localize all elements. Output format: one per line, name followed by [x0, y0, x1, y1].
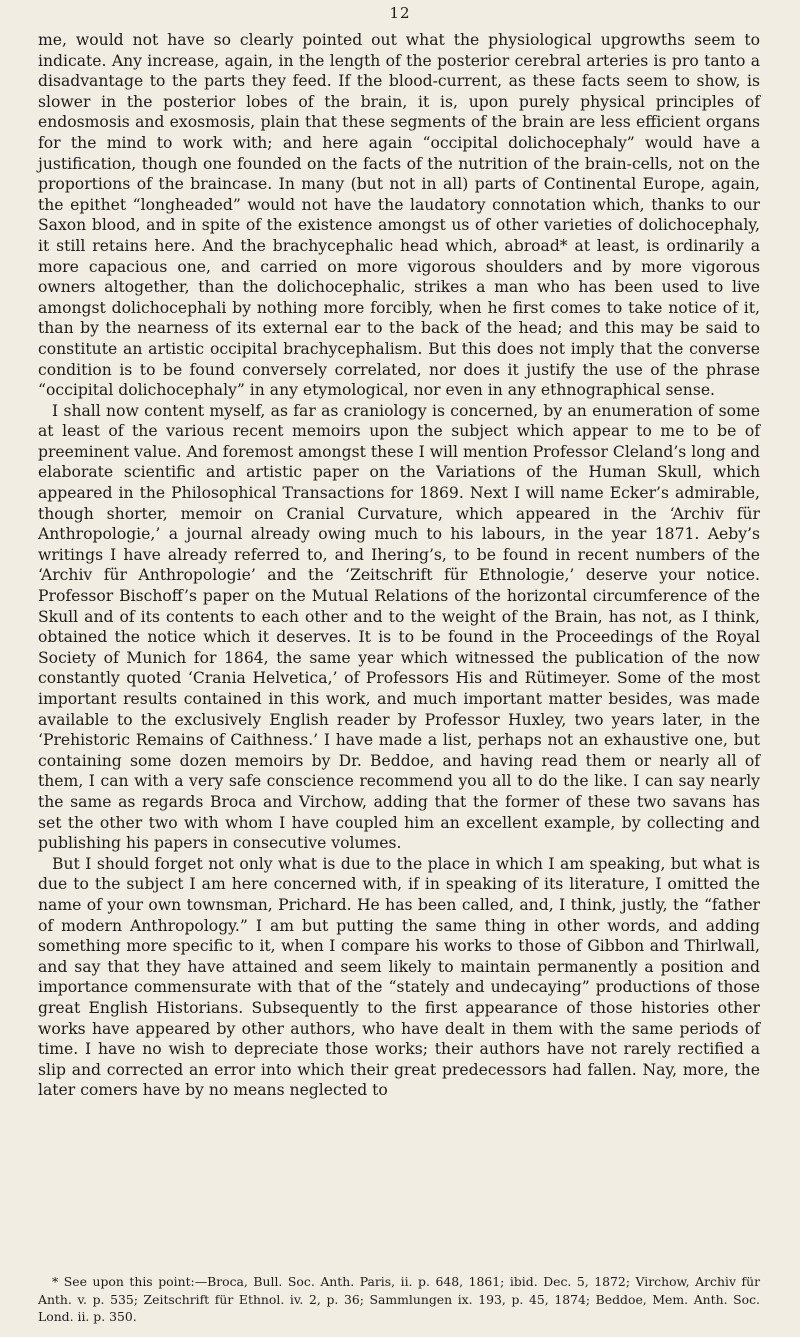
- body-text: [38, 30, 760, 1101]
- footnote: * See upon this point:—Broca, Bull. Soc. Anth. Paris, ii. p. 648, 1861; ibid. Dec. 5, 1872; Virchow, Archiv für Anth. v. p. 535; Zeitschrift für Ethnol. iv. 2, p. 36; Sammlungen ix. 193, p. 45, 1874; Beddoe, Mem. Anth. Soc. Lond. ii. p. 350.: [38, 1274, 760, 1324]
- footnotes: [38, 1273, 760, 1326]
- paragraph-craniology-memoirs: I shall now content myself, as far as craniology is concerned, by an enumeration of some at least of the various recent memoirs upon the subject which appear to me to be of preeminent value. And foremost amongst these I will mention Professor Cleland’s long and elaborate scientific and artistic paper on the Variations of the Human Skull, which appeared in the Philosophical Transactions for 1869. Next I will name Ecker’s admirable, though shorter, memoir on Cranial Curvature, which appeared in the ‘Archiv für Anthropologie,’ a journal already owing much to his labours, in the year 1871. Aeby’s writings I have already referred to, and Ihering’s, to be found in recent numbers of the ‘Archiv für Anthropologie’ and the ‘Zeitschrift für Ethnologie,’ deserve your notice. Professor Bischoff’s paper on the Mutual Relations of the horizontal circumference of the Skull and of its contents to each other and to the weight of the Brain, has not, as I think, obtained the notice which it deserves. It is to be found in the Proceedings of the Royal Society of Munich for 1864, the same year which witnessed the publication of the now constantly quoted ‘Crania Helvetica,’ of Professors His and Rütimeyer. Some of the most important results contained in this work, and much important matter besides, was made available to the exclusively English reader by Professor Huxley, two years later, in the ‘Prehistoric Remains of Caithness.’ I have made a list, perhaps not an exhaustive one, but containing some dozen memoirs by Dr. Beddoe, and having read them or nearly all of them, I can with a very safe conscience recommend you all to do the like. I can say nearly the same as regards Broca and Virchow, adding that the former of these two savans has set the other two with whom I have coupled him an excellent example, by collecting and publishing his papers in consecutive volumes.: [38, 401, 760, 853]
- paragraph-prichard: But I should forget not only what is due to the place in which I am speaking, but what is due to the subject I am here concerned with, if in speaking of its literature, I omitted the name of your own townsman, Prichard. He has been called, and, I think, justly, the “father of modern Anthropology.” I am but putting the same thing in other words, and adding something more specific to it, when I compare his works to those of Gibbon and Thirlwall, and say that they have attained and seem likely to maintain permanently a position and importance commensurate with that of the “stately and undecaying” productions of those great English Historians. Subsequently to the first appearance of those histories other works have appeared by other authors, who have dealt in them with the same periods of time. I have no wish to depreciate those works; their authors have not rarely rectified a slip and corrected an error into which their great predecessors had fallen. Nay, more, the later comers have by no means neglected to: [38, 854, 760, 1100]
- page-number: 12: [389, 4, 411, 22]
- paragraph-dolichocephaly: me, would not have so clearly pointed out what the physiological upgrowths seem to indicate. Any increase, again, in the length of the posterior cerebral arteries is pro tanto a disadvantage to the parts they feed. If the blood-current, as these facts seem to show, is slower in the posterior lobes of the brain, it is, upon purely physical principles of endosmosis and exosmosis, plain that these segments of the brain are less efficient organs for the mind to work with; and here again “occipital dolichocephaly” would have a justification, though one founded on the facts of the nutrition of the brain-cells, not on the proportions of the braincase. In many (but not in all) parts of Continental Europe, again, the epithet “longheaded” would not have the laudatory connotation which, thanks to our Saxon blood, and in spite of the existence amongst us of other varieties of dolichocephaly, it still retains here. And the brachycephalic head which, abroad* at least, is ordinarily a more capacious one, and carried on more vigorous shoulders and by more vigorous owners altogether, than the dolichocephalic, strikes a man who has been used to live amongst dolichocephali by nothing more forcibly, when he first comes to take notice of it, than by the nearness of its external ear to the back of the head; and this may be said to constitute an artistic occipital brachycephalism. But this does not imply that the converse condition is to be found conversely correlated, nor does it justify the use of the phrase “occipital dolichocephaly” in any etymological, nor even in any ethnographical sense.: [38, 31, 760, 400]
